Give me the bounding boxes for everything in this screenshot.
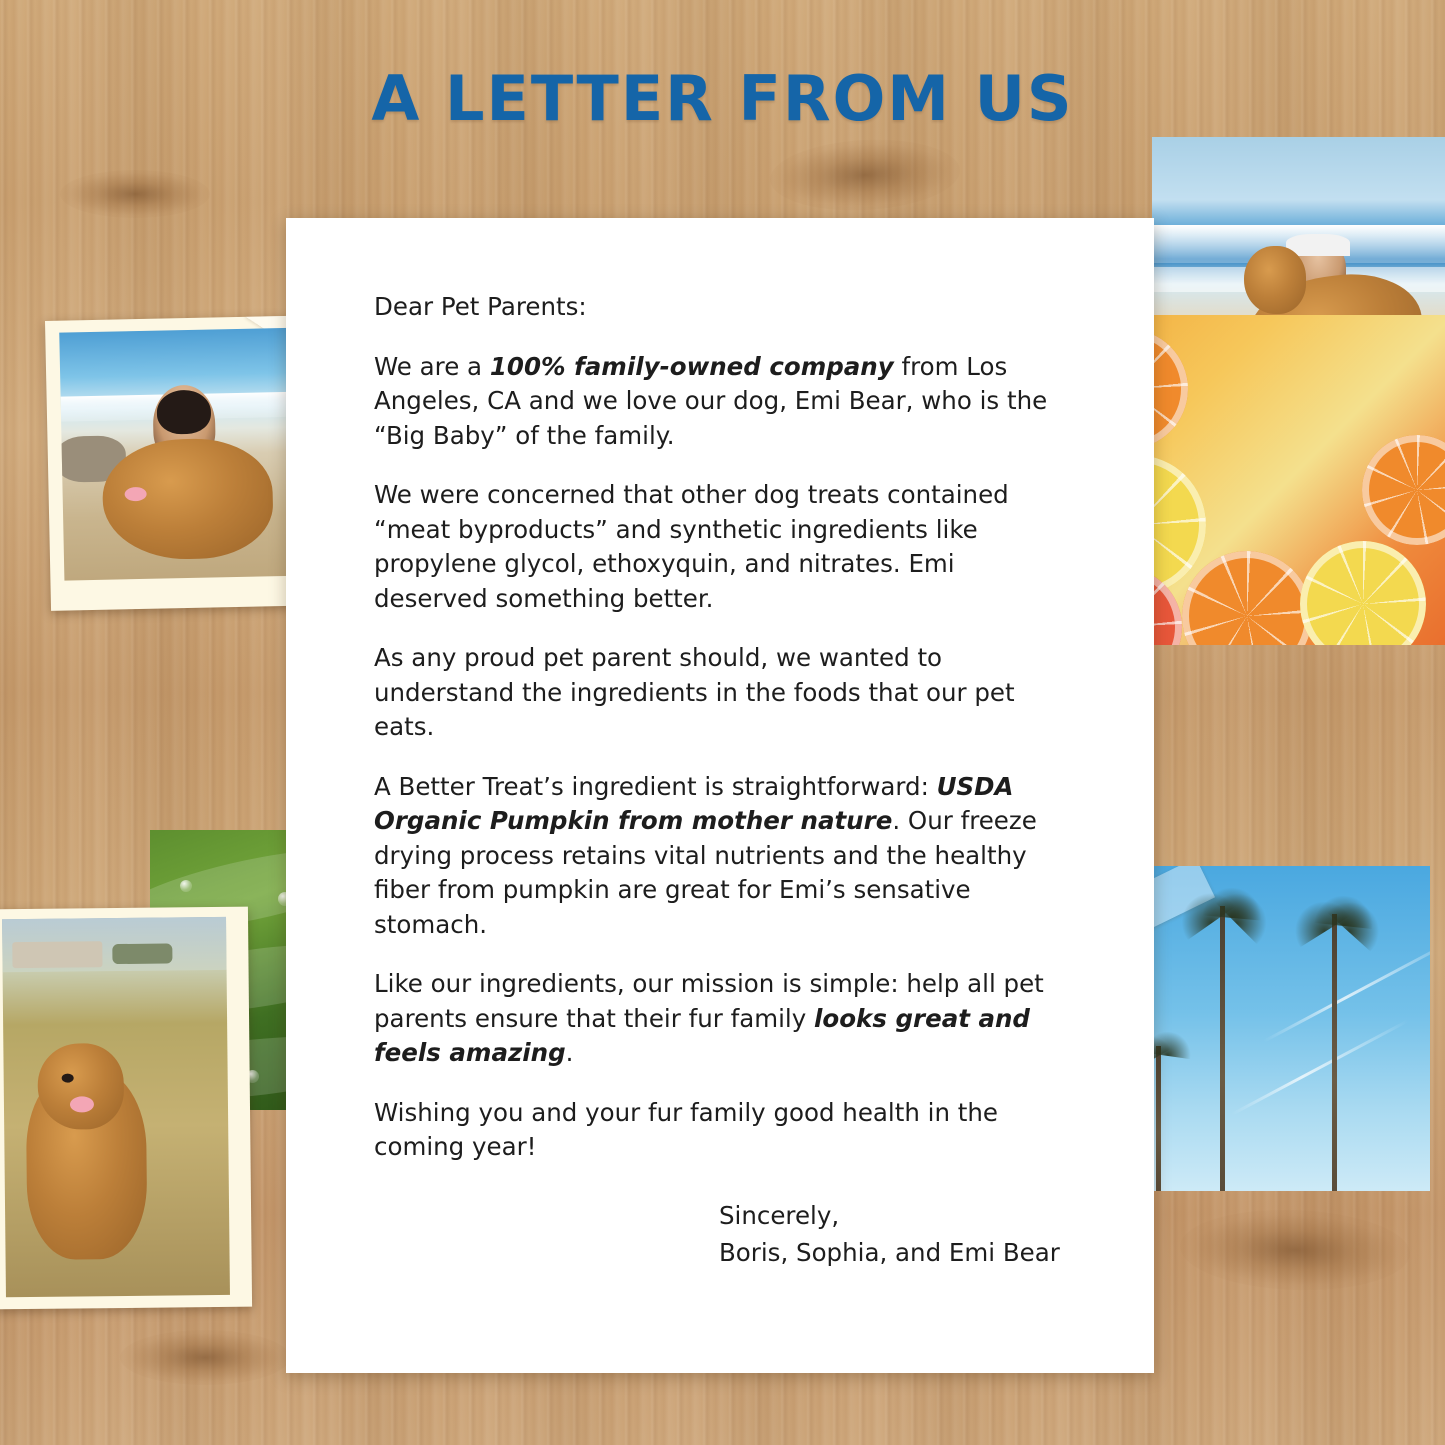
orange-slice-shape — [1362, 435, 1445, 545]
contrail-shape — [1263, 932, 1430, 1043]
wood-knot-decoration — [768, 135, 961, 215]
letter-text: We were concerned that other dog treats contained “meat byproducts” and synthetic ingredients like propylene glycol, ethoxyquin, and nitrates. Emi deserved something better. — [374, 480, 1009, 613]
letter-paragraph — [374, 770, 1068, 943]
palm-trunk-shape — [1332, 914, 1337, 1191]
letter-paragraph — [374, 350, 1068, 454]
wood-knot-decoration — [60, 170, 210, 218]
wood-knot-decoration — [1179, 1206, 1412, 1294]
tree-shape — [112, 944, 172, 965]
letter-text: . — [565, 1038, 574, 1067]
letter-text: Wishing you and your fur family good health in the coming year! — [374, 1097, 998, 1161]
closing-line: Sincerely, — [719, 1200, 840, 1230]
signature-line: Boris, Sophia, and Emi Bear — [719, 1237, 1060, 1267]
water-droplet-shape — [180, 880, 192, 892]
photo-dog-grass-image — [2, 917, 230, 1297]
letter-text: As any proud pet parent should, we wanted to understand the ingredients in the foods that our pet eats. — [374, 643, 1015, 741]
letter-salutation: Dear Pet Parents: — [374, 292, 587, 321]
letter-emphasis: USDA Organic Pumpkin from mother nature — [374, 771, 1014, 835]
contrail-shape — [1231, 1019, 1409, 1116]
letter-emphasis: looks great and feels amazing — [374, 1003, 1030, 1067]
dog-tongue-shape — [70, 1096, 94, 1112]
orange-slice-shape — [1182, 551, 1312, 645]
letter-paragraph — [374, 478, 1068, 616]
dog-head-shape — [37, 1043, 124, 1130]
photo-woman-dog-image — [59, 327, 316, 580]
letter-paragraph — [374, 967, 1068, 1071]
dog-nose-shape — [62, 1073, 74, 1082]
palm-trunk-shape — [1220, 906, 1225, 1191]
letter-text: A Better Treat’s ingredient is straightforward: — [374, 771, 937, 801]
letter-text: from Los Angeles, CA and we love our dog, Emi Bear, who is the “Big Baby” of the family. — [374, 351, 1048, 450]
letter-paragraph — [374, 641, 1068, 745]
lemon-slice-shape — [1300, 541, 1426, 645]
hair-shape — [156, 389, 211, 434]
letter-text: We are a — [374, 351, 490, 381]
letter-paragraph — [374, 1096, 1068, 1165]
letter-text: Like our ingredients, our mission is simple: help all pet parents ensure that their fur family — [374, 969, 1044, 1033]
letter-emphasis: 100% family-owned company — [489, 351, 894, 381]
letter-sign-off — [719, 1197, 1068, 1271]
building-shape — [12, 941, 102, 968]
photo-dog-grass — [0, 907, 252, 1310]
dog-head-shape — [1244, 246, 1306, 314]
letter-body — [374, 290, 1068, 1271]
palm-trunk-shape — [1156, 1046, 1161, 1191]
letter-paragraphs — [374, 350, 1068, 1165]
letter-text: . Our freeze drying process retains vital nutrients and the healthy fiber from pumpkin are great for Emi’s sensative stomach. — [374, 806, 1037, 939]
letter-card — [286, 218, 1154, 1373]
page-title: A LETTER FROM US — [371, 62, 1074, 135]
wood-knot-decoration — [120, 1330, 290, 1385]
